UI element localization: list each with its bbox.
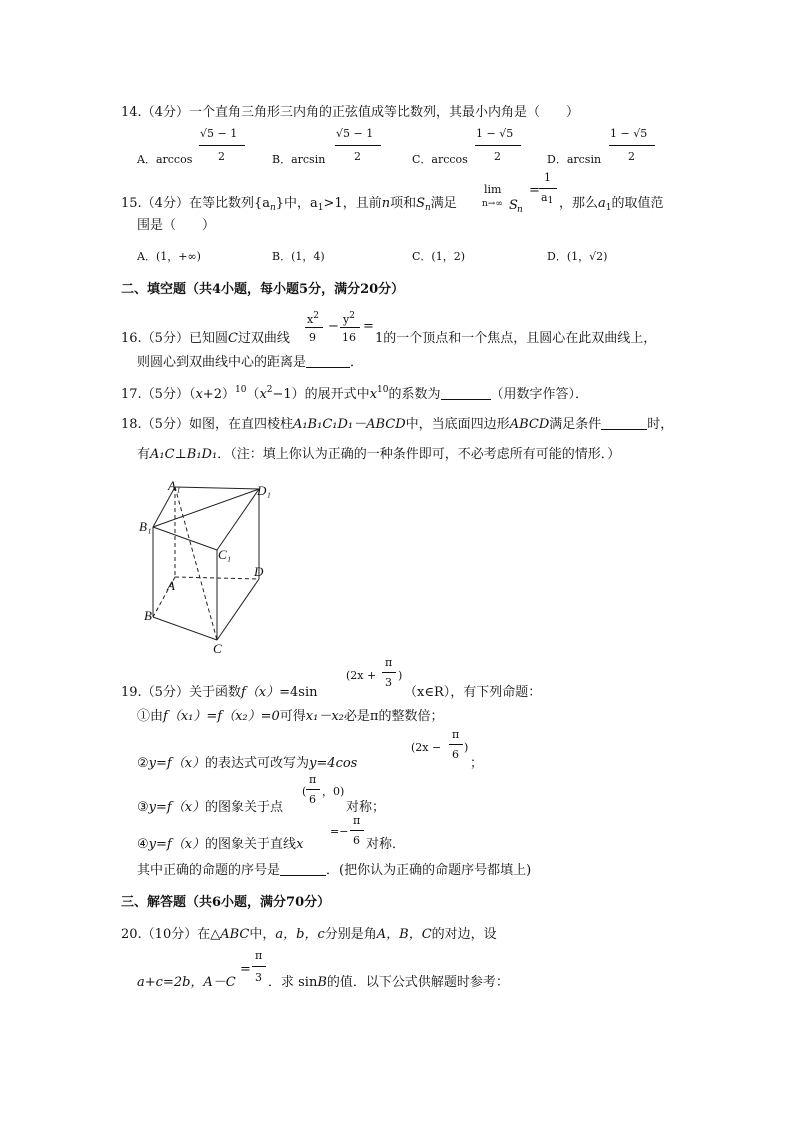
- q16-stem-line2: 则圆心到双曲线中心的距离是 ．: [137, 355, 364, 370]
- q14-d-numerator: 1 − √5: [610, 127, 648, 140]
- q19-statement-1: ①由f（x₁）=f（x₂）=0可得x₁－x₂必是π的整数倍；: [137, 709, 444, 724]
- q18-stem-line2: 有A₁C⊥B₁D₁．（注：填上你认为正确的一种条件即可，不必考虑所有可能的情形．）: [137, 447, 621, 462]
- q15-stem: 15.（4分）在等比数列$\{a_n\}$中，$a_1>1$，且前n项和$S_n$满足: [121, 196, 457, 213]
- label-c: C: [213, 641, 222, 655]
- q19-answer-line: 其中正确的命题的序号是 ．(把你认为正确的命题序号都填上): [137, 863, 532, 878]
- q15-stem-tail: ，那么$a_1$的取值范: [559, 196, 664, 213]
- label-c1: C₁: [218, 547, 232, 562]
- q20-condition: a+c=2b，A－C: [137, 975, 236, 990]
- edge-c1-d1: [217, 489, 259, 550]
- q14-b-denominator: 2: [354, 150, 361, 163]
- label-d: D: [254, 564, 264, 579]
- q19-stem: 19.（5分）关于函数f（x）=4sin: [121, 685, 318, 700]
- q16-stem: 16.（5分）已知圆C过双曲线: [121, 331, 290, 346]
- q18-stem: 18.（5分）如图，在直四棱柱A₁B₁C₁D₁－ABCD中，当底面四边形ABCD满足条件 时，: [121, 417, 674, 432]
- q14-c-numerator: 1 − √5: [476, 127, 514, 140]
- q17-answer-blank[interactable]: [441, 398, 491, 400]
- q19-domain: （x∈R），有下列命题：: [404, 685, 542, 700]
- q15-option-a: A．(1，+∞): [137, 250, 201, 263]
- q16-stem-tail: 1的一个顶点和一个焦点，且圆心在此双曲线上，: [375, 331, 657, 346]
- section-2-heading: 二、填空题（共4小题，每小题5分，满分20分）: [121, 282, 405, 297]
- q20-question: ．求 sinB的值．以下公式供解题时参考：: [268, 975, 509, 990]
- label-d1: D₁: [257, 483, 271, 498]
- q18-answer-blank[interactable]: [601, 428, 647, 430]
- q20-stem: 20.（10分）在△ABC中，a，b，c分别是角A，B，C的对边，设: [121, 927, 497, 942]
- label-b: B: [144, 608, 152, 623]
- q14-b-numerator: √5 − 1: [336, 127, 374, 140]
- q19-statement-3: ③y=f（x）的图象关于点: [137, 800, 284, 815]
- q19-answer-blank[interactable]: [280, 874, 326, 876]
- q18-prism-figure: [135, 475, 285, 655]
- q14-d-denominator: 2: [628, 150, 635, 163]
- q14-c-denominator: 2: [494, 150, 501, 163]
- label-a1: A₁: [168, 478, 181, 493]
- label-a: A: [167, 578, 175, 593]
- label-b1: B₁: [139, 519, 152, 534]
- diagonal-a1-c: [175, 487, 217, 640]
- q14-stem: 14.（4分）一个直角三角形三内角的正弦值成等比数列，其最小内角是（ ）: [121, 105, 579, 120]
- edge-b1-d1: [153, 489, 259, 527]
- q15-option-d: D．(1，√2): [547, 250, 608, 263]
- q15-option-b: B．(1，4): [272, 250, 325, 263]
- q16-answer-blank[interactable]: [306, 366, 350, 368]
- q15-option-c: C．(1，2): [412, 250, 465, 263]
- q19-statement-2: ②y=f（x）的表达式可改写为y=4cos: [137, 756, 358, 771]
- q15-stem-line2: 围是（ ）: [137, 218, 216, 233]
- edge-b-c: [153, 617, 217, 640]
- q14-a-numerator: √5 − 1: [200, 127, 238, 140]
- edge-c-d: [217, 579, 259, 640]
- section-3-heading: 三、解答题（共6小题，满分70分）: [121, 895, 331, 910]
- edge-a1-d1: [175, 487, 259, 489]
- edge-a1-b1: [153, 487, 175, 527]
- q19-statement-4: ④y=f（x）的图象关于直线x: [137, 837, 304, 852]
- q14-a-denominator: 2: [218, 150, 225, 163]
- edge-b1-c1: [153, 527, 217, 550]
- q17-stem: 17.（5分）$(x+2)^{10}(x^2-1)$的展开式中$x^{10}$的系数为 （用数字作答）．: [121, 385, 589, 402]
